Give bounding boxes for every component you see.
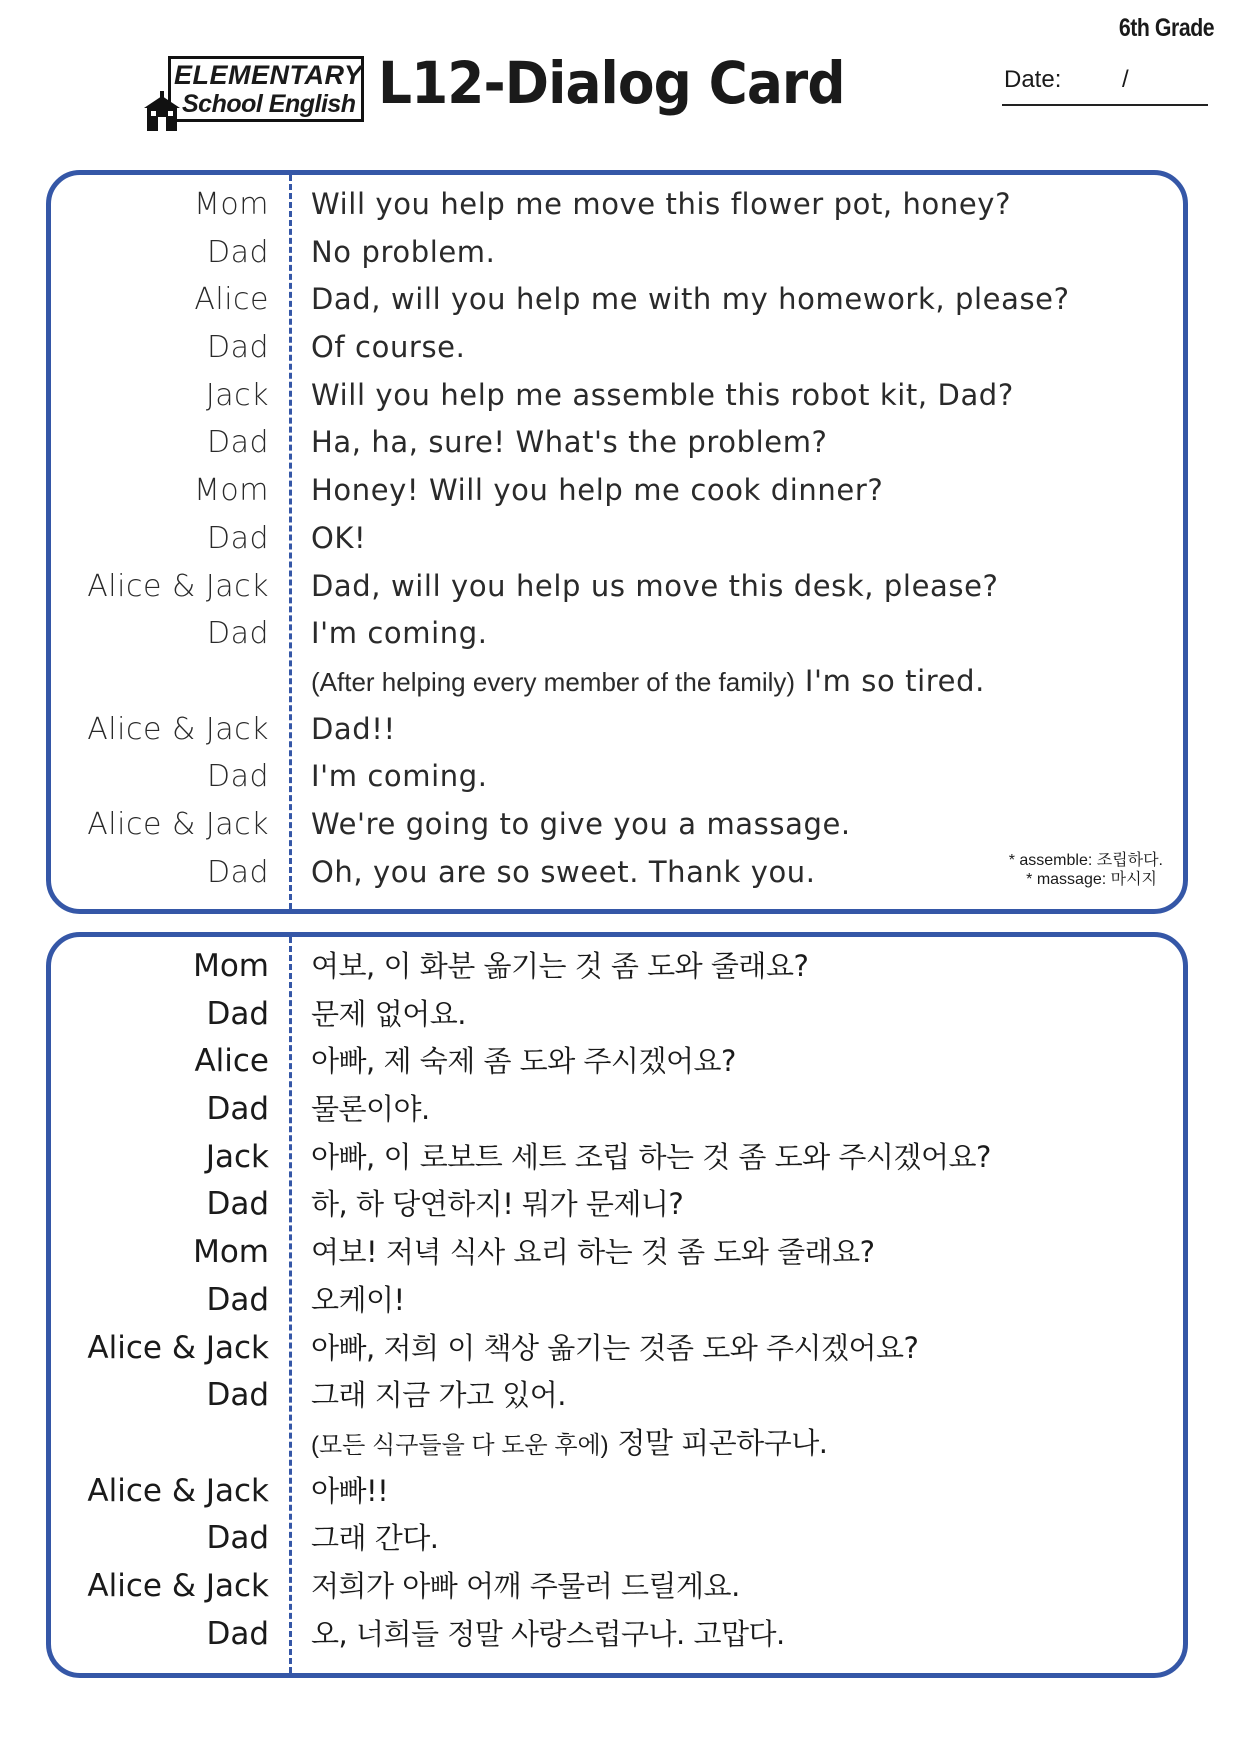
speaker-name: Mom [193,948,269,984]
speaker-name: Dad [206,1091,269,1128]
speaker-name: Dad [206,1615,269,1652]
speaker-name: Alice & Jack [87,1472,269,1509]
footnote-assemble: * assemble: 조립하다. [1008,852,1163,869]
dialog-text: Will you help me assemble this robot kit, Dad? [311,377,1014,412]
dialog-line [51,1038,1183,1086]
footnote-massage: * massage: 마시지 [1026,871,1157,888]
schoolhouse-icon [140,90,184,134]
dialog-line [51,1229,1183,1277]
stage-direction: (After helping every member of the family) [311,666,796,697]
dialog-line [51,1468,1183,1516]
speaker-name: Dad [206,1281,269,1318]
dialog-line [51,372,1183,420]
speaker-name: Dad [206,1520,269,1557]
dialog-text-main: I'm so tired. [795,663,985,698]
dialog-text: No problem. [311,234,496,269]
logo-line1: ELEMENTARY [174,60,363,90]
speaker-name: Alice [194,1043,269,1080]
dialog-line [51,991,1183,1039]
speaker-name: Alice & Jack [87,806,269,842]
dialog-line [51,1372,1183,1420]
dialog-line [51,1181,1183,1229]
dialog-text: 문제 없어요. [311,996,467,1031]
dialog-text: Dad, will you help us move this desk, please? [311,568,999,603]
logo [140,50,370,128]
speaker-name: Dad [206,759,269,795]
dialog-text: OK! [311,520,367,555]
dialog-line [51,515,1183,563]
dialog-line [51,943,1183,991]
speaker-name: Mom [193,1234,269,1271]
speaker-name: Jack [205,377,269,413]
speaker-name: Dad [206,234,269,270]
speaker-name: Mom [194,473,269,509]
dialog-text: Will you help me move this flower pot, honey? [311,187,1012,221]
dialog-text: Dad, will you help me with my homework, please? [311,282,1070,317]
dialog-text-main: 정말 피곤하구나. [608,1425,828,1460]
dialog-line [51,801,1183,849]
dialog-line [51,1420,1183,1468]
dialog-line [51,276,1183,324]
dialog-line [51,1563,1183,1611]
dialog-line [51,229,1183,277]
korean-dialog-lines [51,943,1183,1658]
dialog-line [51,1515,1183,1563]
dialog-text: I'm coming. [311,759,488,794]
dialog-text: Of course. [311,330,466,365]
stage-direction: (모든 식구들을 다 도운 후에) [311,1431,609,1459]
dialog-text [311,658,985,706]
grade-label: 6th Grade [1118,14,1214,42]
dialog-text: 물론이야. [311,1092,430,1127]
speaker-name: Alice [194,282,269,318]
dialog-text: Honey! Will you help me cook dinner? [311,473,884,508]
dialog-text: Dad!! [311,711,396,746]
dialog-line [51,324,1183,372]
dialog-text: 그래 지금 가고 있어. [311,1378,566,1413]
dialog-line [51,1277,1183,1325]
dialog-line [51,563,1183,611]
speaker-name: Alice & Jack [87,711,269,747]
speaker-name: Dad [206,995,269,1032]
dialog-line [51,467,1183,515]
speaker-name: Dad [206,854,269,890]
dialog-line [51,181,1183,229]
speaker-name: Jack [205,1138,269,1175]
speaker-name: Dad [206,1377,269,1414]
english-dialog-card [46,170,1188,914]
speaker-name: Mom [194,187,269,222]
dialog-text: 아빠!! [311,1473,389,1508]
dialog-text: We're going to give you a massage. [311,806,851,841]
dialog-line [51,1611,1183,1659]
dialog-text: I'm coming. [311,616,488,651]
english-dialog-lines [51,181,1183,896]
dialog-line [51,1086,1183,1134]
dialog-text: 아빠, 저희 이 책상 옮기는 것좀 도와 주시겠어요? [311,1330,919,1365]
korean-dialog-card [46,932,1188,1678]
dialog-text: 오, 너희들 정말 사랑스럽구나. 고맙다. [311,1616,785,1651]
dialog-text: 아빠, 이 로보트 세트 조립 하는 것 좀 도와 주시겠어요? [311,1139,991,1174]
footnotes [1009,851,1163,889]
dialog-text: Ha, ha, sure! What's the problem? [311,425,828,460]
dialog-text [311,1420,827,1469]
dialog-line [51,1134,1183,1182]
speaker-name: Alice & Jack [87,1329,269,1366]
date-label: Date: [1004,66,1062,93]
speaker-name: Dad [206,425,269,461]
dialog-line [51,706,1183,754]
dialog-line [51,753,1183,801]
page-title: L12-Dialog Card [378,49,845,117]
date-separator: / [1122,66,1129,93]
date-field[interactable] [1002,66,1208,106]
dialog-line [51,1325,1183,1373]
dialog-text: 여보! 저녁 식사 요리 하는 것 좀 도와 줄래요? [311,1235,875,1270]
dialog-line [51,658,1183,706]
speaker-name: Alice & Jack [87,568,269,604]
dialog-text: Oh, you are so sweet. Thank you. [311,854,816,889]
dialog-text: 여보, 이 화분 옮기는 것 좀 도와 줄래요? [311,949,809,983]
dialog-text: 하, 하 당연하지! 뭐가 문제니? [311,1187,684,1222]
speaker-name: Alice & Jack [87,1567,269,1604]
dialog-text: 오케이! [311,1282,405,1317]
speaker-name: Dad [206,616,269,652]
logo-line2: School English [182,90,356,118]
dialog-text: 아빠, 제 숙제 좀 도와 주시겠어요? [311,1044,736,1079]
speaker-name: Dad [206,520,269,556]
dialog-text: 저희가 아빠 어깨 주물러 드릴게요. [311,1568,740,1603]
dialog-line [51,610,1183,658]
dialog-line [51,419,1183,467]
speaker-name: Dad [206,1186,269,1223]
dialog-text: 그래 간다. [311,1521,439,1556]
speaker-name: Dad [206,330,269,366]
